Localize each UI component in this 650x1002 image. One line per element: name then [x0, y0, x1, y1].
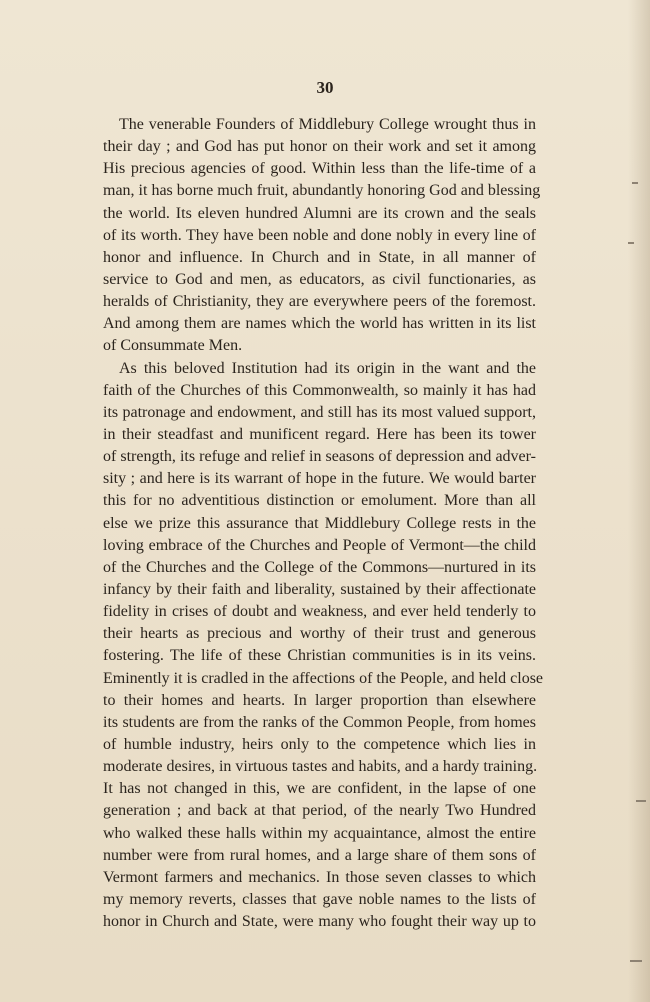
text-line: His precious agencies of good. Within less than the life-time of a	[103, 160, 536, 178]
text-line: The venerable Founders of Middlebury College wrought thus in	[119, 116, 536, 133]
text-line: their hearts as precious and worthy of their trust and generous	[103, 625, 536, 643]
text-line: honor and influence. In Church and in State, in all manner of	[103, 248, 536, 266]
text-line: the world. Its eleven hundred Alumni are its crown and the seals	[103, 204, 536, 222]
text-line: else we prize this assurance that Middlebury College rests in the	[103, 514, 536, 532]
page-number: 30	[316, 78, 334, 97]
text-line: infancy by their faith and liberality, sustained by their affectionate	[103, 580, 536, 598]
text-line: service to God and men, as educators, as civil functionaries, as	[103, 270, 536, 288]
text-line: this for no adventitious distinction or emolument. More than all	[103, 492, 536, 510]
body-text	[103, 114, 544, 933]
text-line: of strength, its refuge and relief in seasons of depression and adver-	[103, 448, 536, 466]
text-line: faith of the Churches of this Commonwealth, so mainly it has had	[103, 381, 536, 399]
text-line: loving embrace of the Churches and People of Vermont—the child	[103, 536, 536, 554]
text-line: my memory reverts, classes that gave noble names to the lists of	[103, 890, 536, 908]
text-line: Eminently it is cradled in the affections of the People, and held close	[103, 669, 544, 687]
text-line: of Consummate Men.	[103, 337, 243, 355]
text-line: moderate desires, in virtuous tastes and habits, and a hardy training.	[103, 758, 538, 776]
text-line: It has not changed in this, we are confident, in the lapse of one	[103, 780, 536, 798]
text-line: its students are from the ranks of the Common People, from homes	[103, 713, 536, 731]
text-line: Vermont farmers and mechanics. In those seven classes to which	[103, 868, 536, 886]
text-line: to their homes and hearts. In larger proportion than elsewhere	[103, 691, 536, 709]
page-speck	[628, 242, 634, 244]
text-line: honor in Church and State, were many who fought their way up to	[103, 913, 536, 931]
text-line: in their steadfast and munificent regard. Here has been its tower	[103, 425, 536, 443]
text-line: generation ; and back at that period, of the nearly Two Hundred	[103, 802, 536, 820]
text-line: its patronage and endowment, and still has its most valued support,	[103, 403, 536, 421]
text-line: of its worth. They have been noble and done nobly in every line of	[103, 226, 536, 244]
text-line: their day ; and God has put honor on their work and set it among	[103, 138, 536, 156]
text-line: fidelity in crises of doubt and weakness, and ever held tenderly to	[103, 603, 536, 621]
page-speck	[632, 182, 638, 184]
text-line: heralds of Christianity, they are everywhere peers of the foremost.	[103, 293, 536, 311]
page-speck	[636, 800, 646, 802]
text-line: fostering. The life of these Christian communities is in its veins.	[103, 647, 536, 665]
text-line: who walked these halls within my acquaintance, almost the entire	[103, 824, 536, 842]
text-line: of humble industry, heirs only to the competence which lies in	[103, 735, 536, 753]
text-line: As this beloved Institution had its origin in the want and the	[119, 359, 536, 377]
text-line: number were from rural homes, and a large share of them sons of	[103, 846, 536, 864]
text-line: And among them are names which the world has written in its list	[103, 315, 536, 333]
text-line: man, it has borne much fruit, abundantly honoring God and blessing	[103, 182, 541, 200]
page-speck	[630, 960, 642, 962]
text-line: sity ; and here is its warrant of hope in the future. We would barter	[103, 470, 536, 488]
page-edge-shadow	[628, 0, 650, 1002]
text-line: of the Churches and the College of the Commons—nurtured in its	[103, 558, 536, 576]
